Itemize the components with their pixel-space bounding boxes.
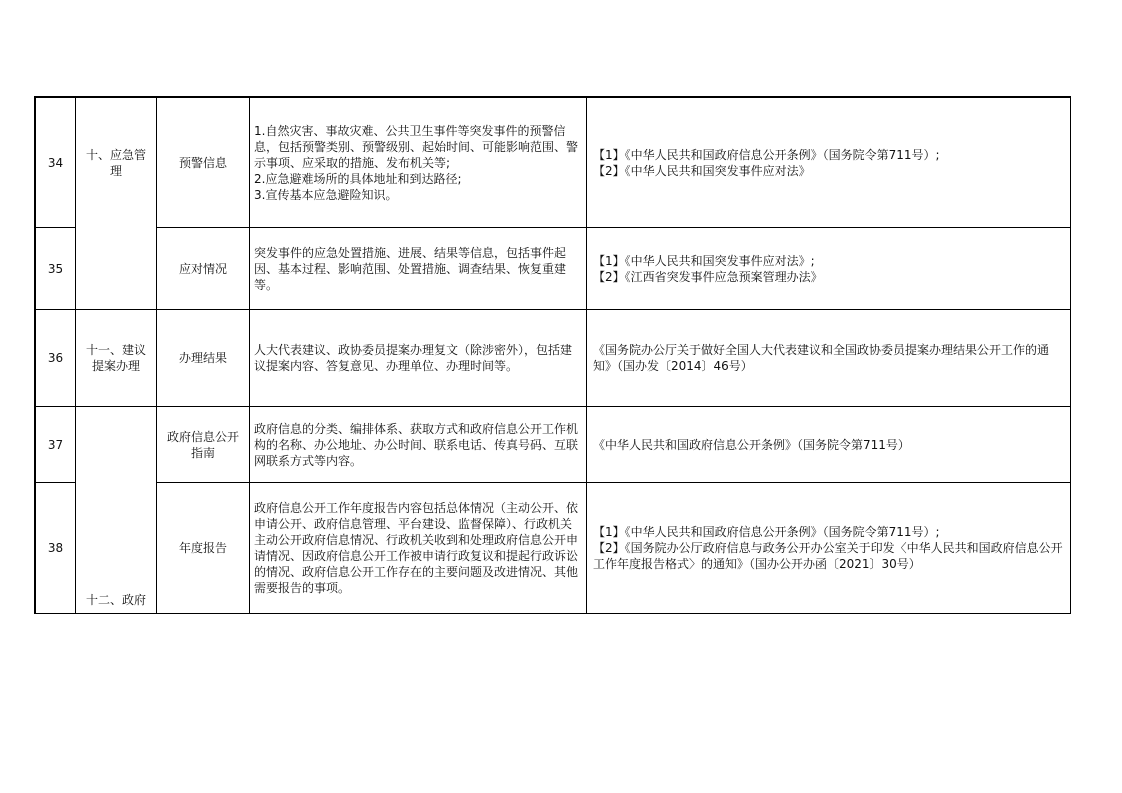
row-number: 38 [47, 540, 64, 555]
content-text: 突发事件的应急处置措施、进展、结果等信息，包括事件起因、基本过程、影响范围、处置措施、调查结果、恢复重建等。 [254, 245, 567, 292]
basis-line: 【2】《国务院办公厅政府信息与政务公开办公室关于印发〈中华人民共和国政府信息公开工作年度报告格式〉的通知》（国办公开办函〔2021〕30号） [593, 540, 1063, 571]
item-cell: 应对情况 [178, 261, 227, 276]
item-cell: 预警信息 [178, 155, 227, 170]
basis-line: 【2】《中华人民共和国突发事件应对法》 [593, 163, 811, 178]
item-cell: 政府信息公开 指南 [166, 429, 239, 460]
row-number: 35 [47, 261, 64, 276]
row-number: 34 [47, 155, 64, 170]
table-border-right [1070, 96, 1072, 614]
category-cell [76, 228, 156, 309]
row-number: 37 [47, 437, 64, 452]
content-text: 政府信息公开工作年度报告内容包括总体情况（主动公开、依申请公开、政府信息管理、平台建设、监督保障）、行政机关主动公开政府信息情况、行政机关收到和处理政府信息公开申请情况、因政府信息公开工作被申请行政复议和提起行政诉讼的情况、政府信息公开工作存在的主要问题及改进情况、其他需要报告的事项。 [254, 500, 579, 595]
basis-line: 【1】《中华人民共和国突发事件应对法》; [593, 253, 815, 268]
content-cell [250, 407, 586, 482]
content-cell [250, 228, 586, 309]
basis-cell [587, 228, 1069, 309]
basis-line: 【1】《中华人民共和国政府信息公开条例》（国务院令第711号）; [593, 147, 940, 162]
item-cell: 年度报告 [178, 540, 227, 555]
content-text: 1.自然灾害、事故灾难、公共卫生事件等突发事件的预警信息，包括预警类别、预警级别、起始时间、可能影响范围、警示事项、应采取的措施、发布机关等; 2.应急避难场所的具体地址和到达路径; 3.宣传基本应急避险知识。 [254, 123, 579, 202]
basis-line: 《中华人民共和国政府信息公开条例》（国务院令第711号） [593, 437, 910, 452]
basis-cell [587, 310, 1069, 406]
basis-cell [587, 483, 1069, 612]
content-cell [250, 98, 586, 227]
disclosure-table [34, 96, 1071, 614]
category-cell: 十一、建议 提案办理 [85, 343, 146, 373]
category-cell [76, 407, 156, 482]
content-text: 政府信息的分类、编排体系、获取方式和政府信息公开工作机构的名称、办公地址、办公时间、联系电话、传真号码、互联网联系方式等内容。 [254, 421, 579, 468]
item-cell: 办理结果 [178, 351, 227, 365]
basis-line: 【2】《江西省突发事件应急预案管理办法》 [593, 269, 823, 284]
content-cell [250, 310, 586, 406]
content-cell [250, 483, 586, 612]
basis-line: 【1】《中华人民共和国政府信息公开条例》（国务院令第711号）; [593, 524, 940, 539]
basis-cell [587, 407, 1069, 482]
content-text: 人大代表建议、政协委员提案办理复文（除涉密外），包括建议提案内容、答复意见、办理单位、办理时间等。 [254, 343, 573, 373]
basis-line: 《国务院办公厅关于做好全国人大代表建议和全国政协委员提案办理结果公开工作的通知》（国办发〔2014〕46号） [593, 343, 1050, 373]
category-cell: 十二、政府 [85, 593, 146, 607]
basis-cell [587, 98, 1069, 227]
category-cell: 十、应急管 理 [85, 147, 146, 178]
row-number: 36 [47, 351, 64, 365]
table-border-bottom [34, 613, 1071, 615]
